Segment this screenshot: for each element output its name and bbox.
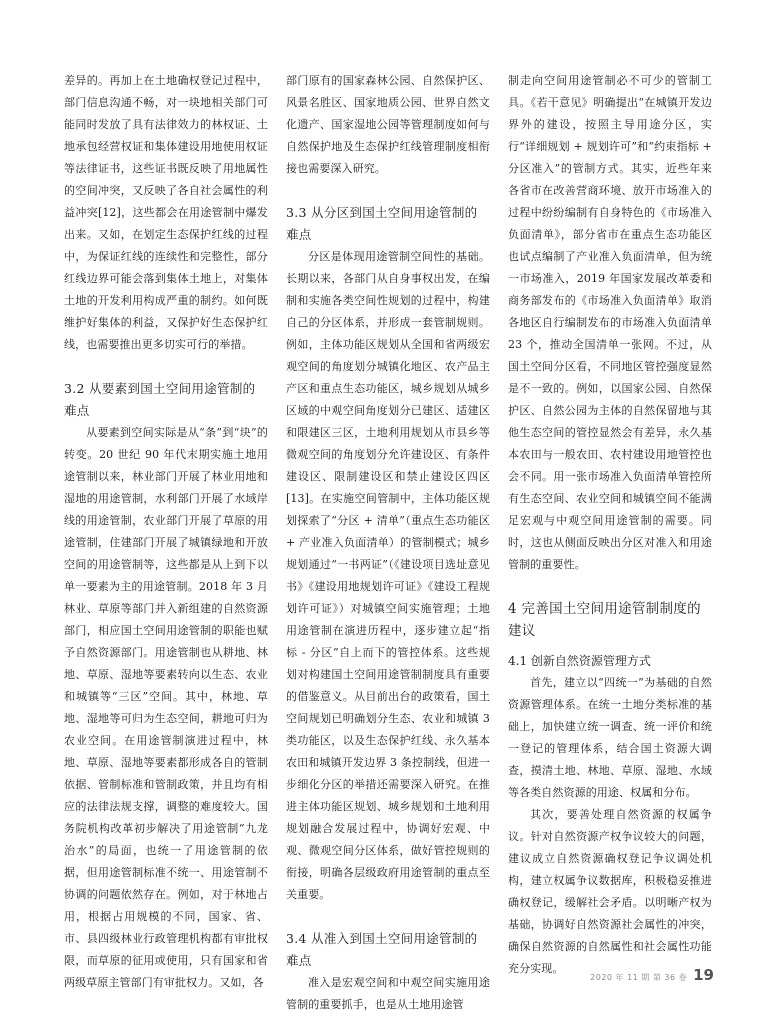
paragraph: 制走向空间用途管制必不可少的管制工具。《若干意见》明确提出“在城镇开发边界外的建设，按照主导用途分区，实行“详细规划 + 规划许可”和“约束指标 + 分区准入”的管制方式。其实，近些年来各省市在改善营商环境、放开市场准入的过程中纷纷编制有自身特色的《市场准入负面清单》，部分省市在重点生态功能区也试点编制了产业准入负面清单，但为统一市场准入，2019 年国家发展改革委和商务部发布的《市场准入负面清单》取消各地区自行编制发布的市场准入负面清单 23 个，推动全国清单一张网。不过，从国土空间分区看，不同地区管控强度显然是不一致的。例如，以国家公园、自然保护区、自然公园为主体的自然保留地与其他生态空间的管控显然会有差异，永久基本农田与一般农田、农村建设用地管控也会不同。用一张市场准入负面清单管控所有生态空间、农业空间和城镇空间不能满足宏观与中观空间用途管制的需要。同时，这也从侧面反映出分区对准入和用途管制的重要性。 <box>508 74 712 571</box>
section-heading-4-1: 4.1 创新自然资源管理方式 <box>508 654 651 668</box>
column-middle <box>286 70 490 1011</box>
column-left <box>64 70 268 989</box>
section-heading-3-2: 3.2 从要素到国土空间用途管制的难点 <box>64 381 256 418</box>
issue-info: 2020 年 11 期 第 36 卷 <box>590 973 688 982</box>
section-heading-3-3: 3.3 从分区到国土空间用途管制的难点 <box>286 205 478 242</box>
paragraph: 差异的。再加上在土地确权登记过程中，部门信息沟通不畅，对一块地相关部门可能同时发放了具有法律效力的林权证、土地承包经营权证和集体建设用地使用权证等法律证书，这些证书既反映了用地属性的空间冲突，又反映了各自社会属性的利益冲突[12]，这些都会在用途管制中爆发出来。又如，在划定生态保护红线的过程中，为保证红线的连续性和完整性，部分红线边界可能会落到集体土地上，对集体土地的开发利用构成严重的制约。如何既维护好集体的利益，又保护好生态保护红线，也需要推出更多切实可行的举措。 <box>64 74 268 351</box>
paragraph: 从要素到空间实际是从“条”到“块”的转变。20 世纪 90 年代末期实施土地用途管制以来，林业部门开展了林业用地和湿地的用途管制，水利部门开展了水域岸线的用途管制，农业部门开展了草原的用途管制，住建部门开展了城镇绿地和开放空间的用途管制等，这些都是从上到下以单一要素为主的用途管制。2018 年 3 月林业、草原等部门并入新组建的自然资源部门，相应国土空间用途管制的职能也赋予自然资源部门。用途管制也从耕地、林地、草原、湿地等要素转向以生态、农业和城镇等“三区”空间。其中，林地、草地、湿地等可归为生态空间，耕地可归为农业空间。在用途管制演进过程中，林地、草原、湿地等要素都形成各自的管制依据、管制标准和管制政策，并且均有相应的法律法规支撑，调整的难度较大。国务院机构改革初步解决了用途管制“九龙治水”的局面，也统一了用途管制的依据，但用途管制标准不统一、用途管制不协调的问题依然存在。例如，对于林地占用，根据占用规模的不同，国家、省、市、县四级林业行政管理机构都有审批权限，而草原的征用或使用，只有国家和省两级草原主管部门有审批权力。又如，各 <box>64 426 268 989</box>
paragraph: 部门原有的国家森林公园、自然保护区、风景名胜区、国家地质公园、世界自然文化遗产、国家湿地公园等管理制度如何与自然保护地及生态保护红线管理制度相衔接也需要深入研究。 <box>286 74 490 175</box>
paragraph: 分区是体现用途管制空间性的基础。长期以来，各部门从自身事权出发，在编制和实施各类空间性规划的过程中，构建自己的分区体系，并形成一套管制规则。例如，主体功能区规划从全国和省两级宏观空间的角度划分城镇化地区、农产品主产区和重点生态功能区，城乡规划从城乡区域的中观空间角度划分已建区、适建区和限建区三区，土地利用规划从市县乡等微观空间的角度划分允许建设区、有条件建设区、限制建设区和禁止建设区四区[13]。在实施空间管制中，主体功能区规划探索了“分区 + 清单”（重点生态功能区 + 产业准入负面清单）的管制模式；城乡规划通过“一书两证”（《建设项目选址意见书》《建设用地规划许可证》《建设工程规划许可证》）对城镇空间实施管理；土地用途管制在演进历程中，逐步建立起“指标 - 分区”自上而下的管控体系。这些规划对构建国土空间用途管制制度具有重要的借鉴意义。从目前出台的政策看，国土空间规划已明确划分生态、农业和城镇 3 类功能区，以及生态保护红线、永久基本农田和城镇开发边界 3 条控制线，但进一步细化分区的举措还需要深入研究。在推进主体功能区规划、城乡规划和土地利用规划融合发展过程中，协调好宏观、中观、微观空间分区体系，做好管控规则的衔接，明确各层级政府用途管制的重点至关重要。 <box>286 250 490 901</box>
paragraph: 准入是宏观空间和中观空间实施用途管制的重要抓手，也是从土地用途管 <box>286 976 490 1011</box>
section-heading-3-4: 3.4 从准入到国土空间用途管制的难点 <box>286 931 478 968</box>
paragraph: 其次，要善处理自然资源的权属争议。针对自然资源产权争议较大的问题，建议成立自然资源确权登记争议调处机构，建立权属争议数据库，积极稳妥推进确权登记，缓解社会矛盾。以明晰产权为基础，协调好自然资源社会属性的冲突，确保自然资源的自然属性和社会属性功能充分实现。 <box>508 808 712 975</box>
paragraph: 首先，建立以“四统一”为基础的自然资源管理体系。在统一土地分类标准的基础上，加快建立统一调查、统一评价和统一登记的管理体系，结合国土资源大调查，摸清土地、林地、草原、湿地、水域等各类自然资源的用途、权属和分布。 <box>508 676 712 799</box>
page-number: 19 <box>693 966 714 984</box>
section-heading-4: 4 完善国土空间用途管制制度的建议 <box>508 601 701 639</box>
page-footer <box>590 966 714 984</box>
column-right <box>508 70 712 975</box>
